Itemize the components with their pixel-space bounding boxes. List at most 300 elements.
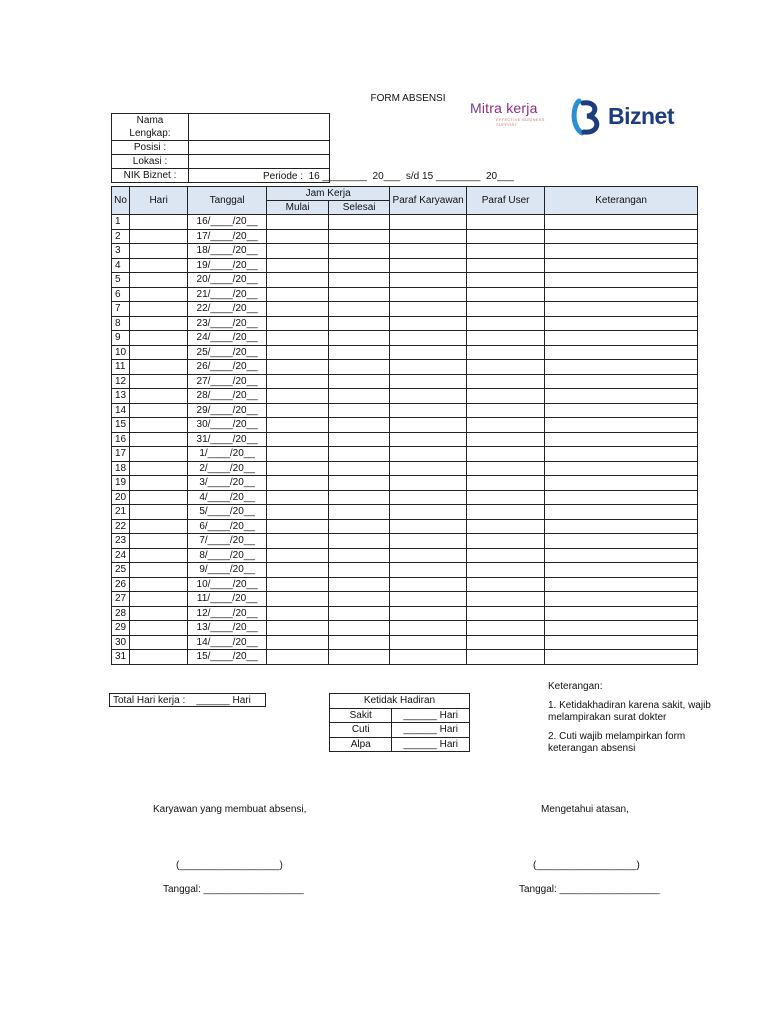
row-hari-cell[interactable] [130, 215, 188, 230]
row-selesai-cell[interactable] [329, 505, 390, 520]
row-paraf-user-cell[interactable] [467, 563, 545, 578]
row-no: 6 [112, 287, 130, 302]
row-hari-cell[interactable] [130, 635, 188, 650]
row-selesai-cell[interactable] [329, 635, 390, 650]
header-selesai: Selesai [329, 201, 390, 215]
row-hari-cell[interactable] [130, 331, 188, 346]
row-hari-cell[interactable] [130, 287, 188, 302]
row-keterangan-cell[interactable] [545, 418, 698, 433]
row-no: 9 [112, 331, 130, 346]
signature-left-date: Tanggal: __________________ [163, 884, 304, 895]
row-mulai-cell[interactable] [267, 548, 329, 563]
header-keterangan: Keterangan [545, 187, 698, 215]
row-no: 16 [112, 432, 130, 447]
row-paraf-karyawan-cell[interactable] [390, 389, 467, 404]
row-paraf-karyawan-cell[interactable] [390, 418, 467, 433]
row-keterangan-cell[interactable] [545, 244, 698, 259]
row-mulai-cell[interactable] [267, 331, 329, 346]
row-tanggal: 31/____/20__ [188, 432, 267, 447]
row-paraf-karyawan-cell[interactable] [390, 635, 467, 650]
row-paraf-karyawan-cell[interactable] [390, 490, 467, 505]
row-no: 25 [112, 563, 130, 578]
row-selesai-cell[interactable] [329, 229, 390, 244]
row-selesai-cell[interactable] [329, 534, 390, 549]
row-keterangan-cell[interactable] [545, 519, 698, 534]
header-hari: Hari [130, 187, 188, 215]
row-paraf-karyawan-cell[interactable] [390, 534, 467, 549]
row-mulai-cell[interactable] [267, 650, 329, 665]
row-selesai-cell[interactable] [329, 345, 390, 360]
row-hari-cell[interactable] [130, 360, 188, 375]
row-keterangan-cell[interactable] [545, 476, 698, 491]
row-selesai-cell[interactable] [329, 316, 390, 331]
header-tanggal: Tanggal [188, 187, 267, 215]
row-no: 12 [112, 374, 130, 389]
row-tanggal: 29/____/20__ [188, 403, 267, 418]
row-keterangan-cell[interactable] [545, 287, 698, 302]
row-keterangan-cell[interactable] [545, 374, 698, 389]
row-tanggal: 20/____/20__ [188, 273, 267, 288]
row-paraf-karyawan-cell[interactable] [390, 650, 467, 665]
row-paraf-karyawan-cell[interactable] [390, 461, 467, 476]
header-paraf-user: Paraf User [467, 187, 545, 215]
table-row [112, 345, 698, 360]
row-mulai-cell[interactable] [267, 345, 329, 360]
row-mulai-cell[interactable] [267, 258, 329, 273]
info-row [112, 114, 330, 141]
row-paraf-user-cell[interactable] [467, 258, 545, 273]
table-row [112, 577, 698, 592]
signature-left-caption: Karyawan yang membuat absensi, [153, 804, 307, 815]
row-paraf-user-cell[interactable] [467, 418, 545, 433]
row-keterangan-cell[interactable] [545, 635, 698, 650]
row-paraf-karyawan-cell[interactable] [390, 476, 467, 491]
row-no: 17 [112, 447, 130, 462]
row-hari-cell[interactable] [130, 418, 188, 433]
row-paraf-user-cell[interactable] [467, 592, 545, 607]
row-hari-cell[interactable] [130, 621, 188, 636]
row-hari-cell[interactable] [130, 447, 188, 462]
row-selesai-cell[interactable] [329, 302, 390, 317]
row-no: 21 [112, 505, 130, 520]
row-keterangan-cell[interactable] [545, 345, 698, 360]
row-paraf-karyawan-cell[interactable] [390, 302, 467, 317]
row-paraf-user-cell[interactable] [467, 505, 545, 520]
row-paraf-karyawan-cell[interactable] [390, 505, 467, 520]
row-mulai-cell[interactable] [267, 244, 329, 259]
row-selesai-cell[interactable] [329, 577, 390, 592]
table-row [112, 635, 698, 650]
row-paraf-karyawan-cell[interactable] [390, 287, 467, 302]
row-paraf-karyawan-cell[interactable] [390, 519, 467, 534]
row-selesai-cell[interactable] [329, 519, 390, 534]
row-hari-cell[interactable] [130, 316, 188, 331]
row-no: 30 [112, 635, 130, 650]
row-keterangan-cell[interactable] [545, 606, 698, 621]
table-row [112, 621, 698, 636]
row-hari-cell[interactable] [130, 534, 188, 549]
row-mulai-cell[interactable] [267, 476, 329, 491]
row-hari-cell[interactable] [130, 505, 188, 520]
row-mulai-cell[interactable] [267, 505, 329, 520]
row-paraf-user-cell[interactable] [467, 287, 545, 302]
row-mulai-cell[interactable] [267, 273, 329, 288]
row-tanggal: 17/____/20__ [188, 229, 267, 244]
row-no: 14 [112, 403, 130, 418]
row-paraf-user-cell[interactable] [467, 534, 545, 549]
row-no: 27 [112, 592, 130, 607]
table-row [112, 360, 698, 375]
row-hari-cell[interactable] [130, 650, 188, 665]
row-paraf-karyawan-cell[interactable] [390, 331, 467, 346]
row-keterangan-cell[interactable] [545, 432, 698, 447]
row-mulai-cell[interactable] [267, 461, 329, 476]
absence-label: Cuti [330, 723, 392, 738]
row-mulai-cell[interactable] [267, 621, 329, 636]
table-row [112, 331, 698, 346]
row-tanggal: 13/____/20__ [188, 621, 267, 636]
row-paraf-user-cell[interactable] [467, 621, 545, 636]
row-keterangan-cell[interactable] [545, 548, 698, 563]
row-keterangan-cell[interactable] [545, 389, 698, 404]
biznet-logo [570, 97, 690, 137]
row-mulai-cell[interactable] [267, 215, 329, 230]
row-no: 20 [112, 490, 130, 505]
row-no: 18 [112, 461, 130, 476]
row-selesai-cell[interactable] [329, 563, 390, 578]
row-paraf-karyawan-cell[interactable] [390, 432, 467, 447]
row-mulai-cell[interactable] [267, 389, 329, 404]
row-selesai-cell[interactable] [329, 418, 390, 433]
table-row [112, 302, 698, 317]
row-paraf-karyawan-cell[interactable] [390, 447, 467, 462]
row-mulai-cell[interactable] [267, 374, 329, 389]
row-paraf-user-cell[interactable] [467, 461, 545, 476]
row-tanggal: 1/____/20__ [188, 447, 267, 462]
row-hari-cell[interactable] [130, 548, 188, 563]
row-tanggal: 12/____/20__ [188, 606, 267, 621]
row-paraf-user-cell[interactable] [467, 635, 545, 650]
row-paraf-karyawan-cell[interactable] [390, 273, 467, 288]
row-selesai-cell[interactable] [329, 606, 390, 621]
row-paraf-karyawan-cell[interactable] [390, 360, 467, 375]
row-tanggal: 28/____/20__ [188, 389, 267, 404]
mitra-logo-tagline: EFFECTIVE BUSINESS SUPPORT [496, 117, 545, 127]
row-paraf-user-cell[interactable] [467, 606, 545, 621]
row-hari-cell[interactable] [130, 403, 188, 418]
row-no: 24 [112, 548, 130, 563]
table-row [112, 418, 698, 433]
row-mulai-cell[interactable] [267, 287, 329, 302]
row-keterangan-cell[interactable] [545, 534, 698, 549]
table-row [112, 273, 698, 288]
table-row [112, 389, 698, 404]
row-mulai-cell[interactable] [267, 490, 329, 505]
row-paraf-karyawan-cell[interactable] [390, 215, 467, 230]
row-hari-cell[interactable] [130, 577, 188, 592]
row-no: 4 [112, 258, 130, 273]
row-tanggal: 18/____/20__ [188, 244, 267, 259]
row-keterangan-cell[interactable] [545, 302, 698, 317]
row-paraf-karyawan-cell[interactable] [390, 592, 467, 607]
table-row [112, 215, 698, 230]
row-paraf-user-cell[interactable] [467, 273, 545, 288]
row-tanggal: 26/____/20__ [188, 360, 267, 375]
info-label: Posisi : [112, 141, 189, 155]
absence-value: ______ Hari [392, 723, 470, 738]
table-row [112, 374, 698, 389]
row-hari-cell[interactable] [130, 374, 188, 389]
row-keterangan-cell[interactable] [545, 403, 698, 418]
row-hari-cell[interactable] [130, 606, 188, 621]
row-keterangan-cell[interactable] [545, 505, 698, 520]
row-selesai-cell[interactable] [329, 592, 390, 607]
mitra-logo-name: itra kerja [481, 100, 538, 116]
row-keterangan-cell[interactable] [545, 650, 698, 665]
row-paraf-karyawan-cell[interactable] [390, 548, 467, 563]
row-selesai-cell[interactable] [329, 403, 390, 418]
row-hari-cell[interactable] [130, 302, 188, 317]
periode-line: Periode : 16 ________ 20___ s/d 15 ________ 20___ [263, 171, 514, 182]
row-no: 1 [112, 215, 130, 230]
row-keterangan-cell[interactable] [545, 577, 698, 592]
row-paraf-user-cell[interactable] [467, 374, 545, 389]
row-mulai-cell[interactable] [267, 519, 329, 534]
table-row [112, 244, 698, 259]
note-item-2: 2. Cuti wajib melampirkan form keterangan absensi [548, 731, 686, 754]
row-paraf-user-cell[interactable] [467, 519, 545, 534]
row-paraf-karyawan-cell[interactable] [390, 244, 467, 259]
row-selesai-cell[interactable] [329, 476, 390, 491]
row-tanggal: 9/____/20__ [188, 563, 267, 578]
row-mulai-cell[interactable] [267, 592, 329, 607]
row-tanggal: 4/____/20__ [188, 490, 267, 505]
signature-right-name: (__________________) [533, 860, 640, 871]
table-row [112, 316, 698, 331]
row-selesai-cell[interactable] [329, 360, 390, 375]
row-selesai-cell[interactable] [329, 447, 390, 462]
row-hari-cell[interactable] [130, 563, 188, 578]
row-keterangan-cell[interactable] [545, 215, 698, 230]
row-selesai-cell[interactable] [329, 548, 390, 563]
row-keterangan-cell[interactable] [545, 563, 698, 578]
row-paraf-user-cell[interactable] [467, 244, 545, 259]
row-selesai-cell[interactable] [329, 389, 390, 404]
table-row [112, 505, 698, 520]
row-selesai-cell[interactable] [329, 287, 390, 302]
row-selesai-cell[interactable] [329, 621, 390, 636]
attendance-table [111, 186, 698, 665]
row-keterangan-cell[interactable] [545, 360, 698, 375]
row-mulai-cell[interactable] [267, 360, 329, 375]
row-mulai-cell[interactable] [267, 302, 329, 317]
absence-row [330, 737, 470, 752]
table-row [112, 490, 698, 505]
row-no: 8 [112, 316, 130, 331]
row-keterangan-cell[interactable] [545, 490, 698, 505]
row-keterangan-cell[interactable] [545, 229, 698, 244]
row-no: 11 [112, 360, 130, 375]
info-label: Lokasi : [112, 155, 189, 169]
row-tanggal: 23/____/20__ [188, 316, 267, 331]
absence-label: Sakit [330, 708, 392, 723]
row-paraf-karyawan-cell[interactable] [390, 258, 467, 273]
row-tanggal: 25/____/20__ [188, 345, 267, 360]
row-hari-cell[interactable] [130, 519, 188, 534]
row-tanggal: 19/____/20__ [188, 258, 267, 273]
row-tanggal: 24/____/20__ [188, 331, 267, 346]
row-mulai-cell[interactable] [267, 606, 329, 621]
row-paraf-karyawan-cell[interactable] [390, 345, 467, 360]
row-paraf-user-cell[interactable] [467, 650, 545, 665]
row-paraf-user-cell[interactable] [467, 316, 545, 331]
row-selesai-cell[interactable] [329, 374, 390, 389]
table-row [112, 476, 698, 491]
row-paraf-karyawan-cell[interactable] [390, 563, 467, 578]
row-mulai-cell[interactable] [267, 534, 329, 549]
total-hari-kerja: Total Hari kerja : ______ Hari [109, 693, 266, 707]
row-paraf-karyawan-cell[interactable] [390, 229, 467, 244]
info-value-field[interactable] [189, 141, 330, 155]
row-paraf-user-cell[interactable] [467, 345, 545, 360]
biznet-logo-text: Biznet [608, 103, 674, 129]
row-no: 10 [112, 345, 130, 360]
signature-left-name: (__________________) [176, 860, 283, 871]
info-value-field[interactable] [189, 155, 330, 169]
header-no: No [112, 187, 130, 215]
row-tanggal: 30/____/20__ [188, 418, 267, 433]
row-tanggal: 22/____/20__ [188, 302, 267, 317]
row-hari-cell[interactable] [130, 258, 188, 273]
header-jam-kerja: Jam Kerja [267, 187, 390, 201]
row-keterangan-cell[interactable] [545, 258, 698, 273]
row-hari-cell[interactable] [130, 476, 188, 491]
row-paraf-user-cell[interactable] [467, 302, 545, 317]
row-paraf-user-cell[interactable] [467, 215, 545, 230]
row-paraf-karyawan-cell[interactable] [390, 577, 467, 592]
row-keterangan-cell[interactable] [545, 461, 698, 476]
row-paraf-user-cell[interactable] [467, 403, 545, 418]
table-row [112, 258, 698, 273]
row-hari-cell[interactable] [130, 345, 188, 360]
form-title: FORM ABSENSI [370, 93, 446, 104]
info-label: NIK Biznet : [112, 169, 189, 183]
row-no: 23 [112, 534, 130, 549]
info-value-field[interactable] [189, 114, 330, 141]
row-paraf-karyawan-cell[interactable] [390, 316, 467, 331]
row-tanggal: 5/____/20__ [188, 505, 267, 520]
row-hari-cell[interactable] [130, 592, 188, 607]
table-row [112, 432, 698, 447]
row-no: 2 [112, 229, 130, 244]
note-item-1: 1. Ketidakhadiran karena sakit, wajib melampirakan surat dokter [548, 700, 711, 723]
row-keterangan-cell[interactable] [545, 316, 698, 331]
row-selesai-cell[interactable] [329, 461, 390, 476]
row-hari-cell[interactable] [130, 389, 188, 404]
row-keterangan-cell[interactable] [545, 447, 698, 462]
row-mulai-cell[interactable] [267, 447, 329, 462]
header-mulai: Mulai [267, 201, 329, 215]
row-hari-cell[interactable] [130, 229, 188, 244]
row-tanggal: 6/____/20__ [188, 519, 267, 534]
row-tanggal: 3/____/20__ [188, 476, 267, 491]
row-mulai-cell[interactable] [267, 403, 329, 418]
absence-row [330, 708, 470, 723]
table-row [112, 592, 698, 607]
row-paraf-user-cell[interactable] [467, 389, 545, 404]
row-keterangan-cell[interactable] [545, 592, 698, 607]
row-hari-cell[interactable] [130, 273, 188, 288]
table-row [112, 461, 698, 476]
row-no: 7 [112, 302, 130, 317]
row-paraf-user-cell[interactable] [467, 577, 545, 592]
row-keterangan-cell[interactable] [545, 331, 698, 346]
row-mulai-cell[interactable] [267, 635, 329, 650]
row-selesai-cell[interactable] [329, 650, 390, 665]
row-mulai-cell[interactable] [267, 229, 329, 244]
row-paraf-karyawan-cell[interactable] [390, 621, 467, 636]
row-mulai-cell[interactable] [267, 432, 329, 447]
info-row [112, 155, 330, 169]
row-keterangan-cell[interactable] [545, 273, 698, 288]
info-label: Nama Lengkap: [112, 114, 189, 141]
row-selesai-cell[interactable] [329, 331, 390, 346]
row-selesai-cell[interactable] [329, 432, 390, 447]
row-no: 19 [112, 476, 130, 491]
row-no: 22 [112, 519, 130, 534]
row-hari-cell[interactable] [130, 461, 188, 476]
row-selesai-cell[interactable] [329, 273, 390, 288]
row-paraf-karyawan-cell[interactable] [390, 606, 467, 621]
row-no: 15 [112, 418, 130, 433]
row-paraf-user-cell[interactable] [467, 548, 545, 563]
row-paraf-karyawan-cell[interactable] [390, 374, 467, 389]
row-selesai-cell[interactable] [329, 490, 390, 505]
table-row [112, 287, 698, 302]
row-mulai-cell[interactable] [267, 316, 329, 331]
row-paraf-user-cell[interactable] [467, 476, 545, 491]
absence-label: Alpa [330, 737, 392, 752]
row-paraf-user-cell[interactable] [467, 331, 545, 346]
row-paraf-user-cell[interactable] [467, 447, 545, 462]
row-mulai-cell[interactable] [267, 577, 329, 592]
row-paraf-user-cell[interactable] [467, 490, 545, 505]
row-no: 3 [112, 244, 130, 259]
row-paraf-user-cell[interactable] [467, 360, 545, 375]
row-tanggal: 27/____/20__ [188, 374, 267, 389]
table-row [112, 534, 698, 549]
row-hari-cell[interactable] [130, 432, 188, 447]
row-selesai-cell[interactable] [329, 258, 390, 273]
row-mulai-cell[interactable] [267, 418, 329, 433]
row-selesai-cell[interactable] [329, 244, 390, 259]
table-row [112, 519, 698, 534]
row-hari-cell[interactable] [130, 490, 188, 505]
row-paraf-user-cell[interactable] [467, 432, 545, 447]
row-paraf-user-cell[interactable] [467, 229, 545, 244]
row-tanggal: 16/____/20__ [188, 215, 267, 230]
notes-section [548, 681, 718, 762]
row-paraf-karyawan-cell[interactable] [390, 403, 467, 418]
table-row [112, 606, 698, 621]
row-tanggal: 10/____/20__ [188, 577, 267, 592]
ketidak-hadiran-title: Ketidak Hadiran [330, 694, 470, 709]
row-hari-cell[interactable] [130, 244, 188, 259]
table-row [112, 403, 698, 418]
row-selesai-cell[interactable] [329, 215, 390, 230]
row-mulai-cell[interactable] [267, 563, 329, 578]
row-keterangan-cell[interactable] [545, 621, 698, 636]
